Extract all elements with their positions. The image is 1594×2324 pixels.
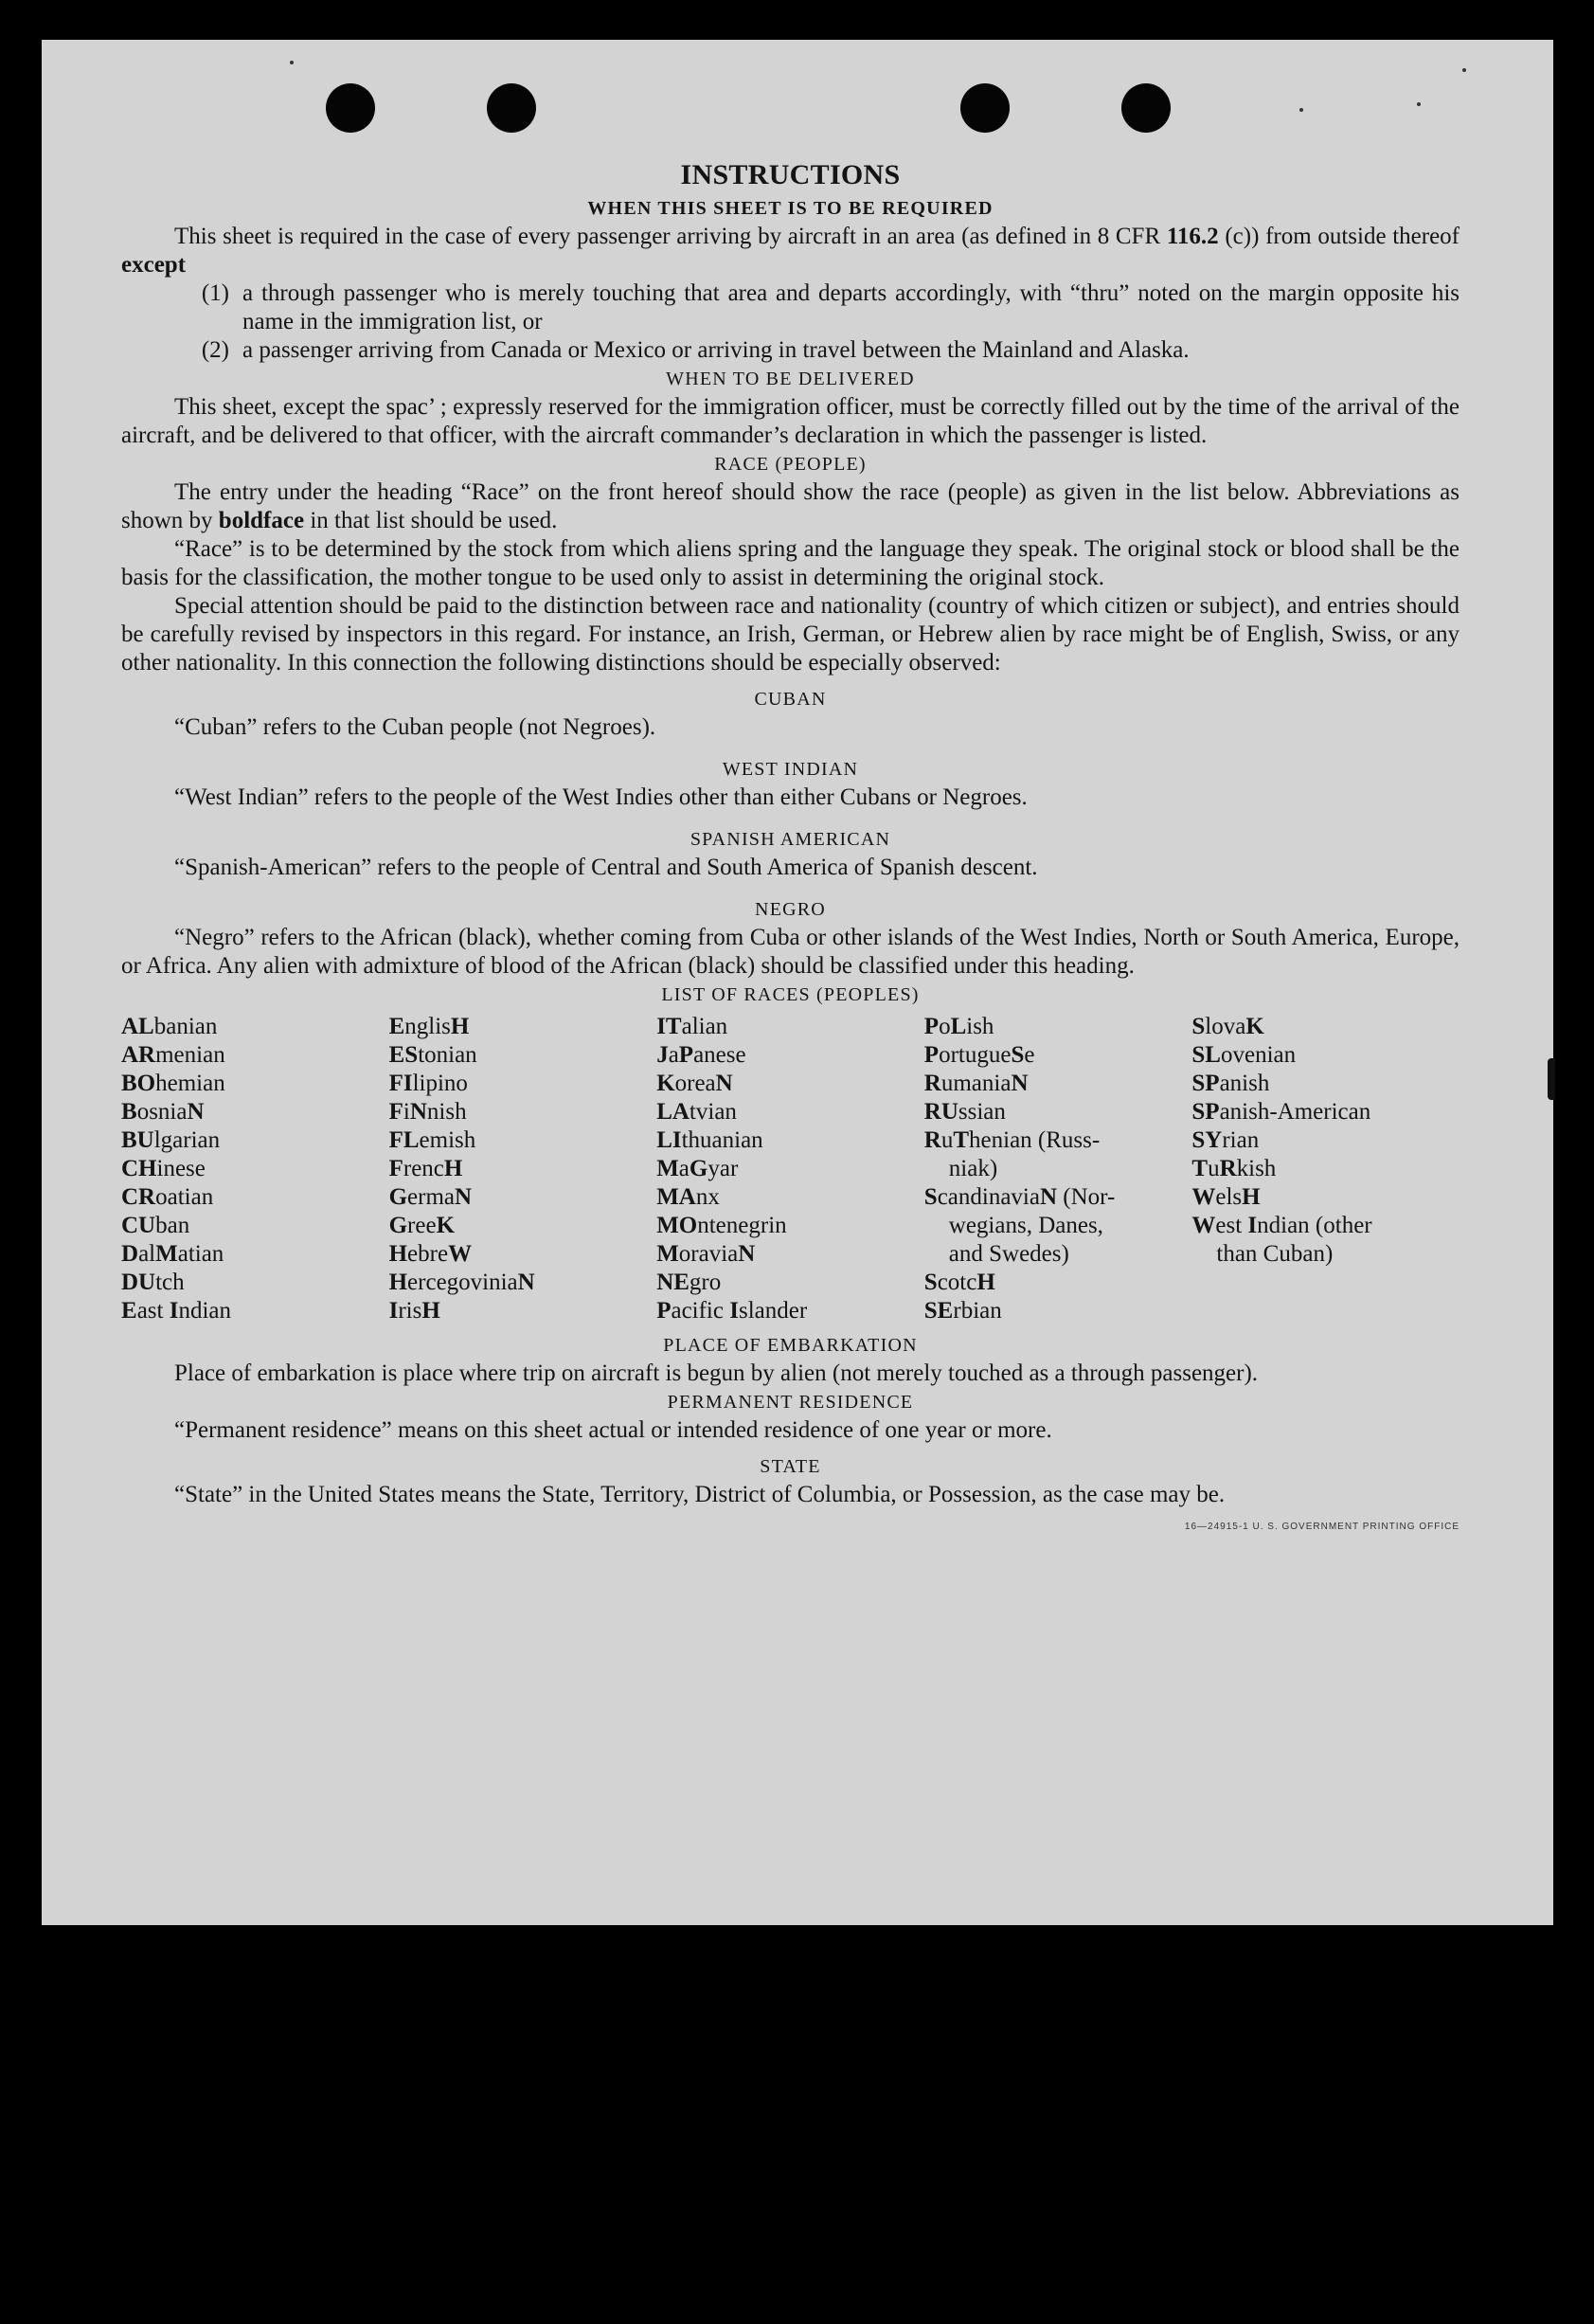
race-entry: Pacific Islander (656, 1298, 808, 1324)
race-entry: BOhemian (121, 1071, 225, 1096)
race-entry: GermaN (388, 1184, 473, 1210)
paragraph: This sheet is required in the case of every passenger arriving by aircraft in an area (as defined in 8 CFR 116.2 (c)) from outside thereof except (121, 224, 1460, 278)
race-entry: SlovaK (1191, 1014, 1264, 1039)
race-entry: LAtvian (656, 1099, 737, 1125)
paragraph: Place of embarkation is place where trip on aircraft is begun by alien (not merely touched as a through passenger). (174, 1360, 1259, 1386)
punch-hole (326, 83, 375, 133)
section-heading: CUBAN (754, 689, 827, 710)
race-entry: KoreaN (656, 1071, 733, 1096)
paragraph: “Permanent residence” means on this sheet actual or intended residence of one year or more. (174, 1417, 1052, 1443)
race-entry: ScandinaviaN (Nor- (923, 1184, 1116, 1210)
printing-imprint: 16—24915-1 U. S. GOVERNMENT PRINTING OFFICE (1184, 1522, 1460, 1532)
list-item: (1) a through passenger who is merely touching that area and departs accordingly, with “thru” noted on the margin opposite his name in the immigration list, or (201, 280, 1460, 334)
race-entry: ARmenian (121, 1042, 225, 1068)
race-entry: CRoatian (121, 1184, 214, 1210)
race-entry: West Indian (other (1191, 1213, 1372, 1238)
race-entry: RuThenian (Russ- (923, 1127, 1101, 1153)
race-entry: CHinese (121, 1156, 206, 1181)
race-entry: niak) (948, 1156, 998, 1181)
race-entry: EStonian (388, 1042, 477, 1068)
race-entry: TuRkish (1191, 1156, 1277, 1181)
race-entry: ALbanian (121, 1014, 218, 1039)
race-entry: MOntenegrin (656, 1213, 787, 1238)
race-entry: DUtch (121, 1270, 185, 1295)
race-entry: HebreW (388, 1241, 473, 1267)
paragraph: “State” in the United States means the State, Territory, District of Columbia, or Possession, as the case may be. (174, 1482, 1226, 1507)
race-entry: BUlgarian (121, 1127, 221, 1153)
section-heading: SPANISH AMERICAN (690, 829, 891, 850)
section-heading: PLACE OF EMBARKATION (663, 1335, 918, 1356)
paragraph: “Cuban” refers to the Cuban people (not Negroes). (174, 714, 656, 740)
race-entry: SLovenian (1191, 1042, 1297, 1068)
section-heading: LIST OF RACES (PEOPLES) (661, 984, 920, 1005)
race-entry: SYrian (1191, 1127, 1260, 1153)
race-entry: CUban (121, 1213, 190, 1238)
race-entry: JaPanese (656, 1042, 746, 1068)
race-entry: PoLish (923, 1014, 994, 1039)
speck (1462, 68, 1466, 72)
paragraph: The entry under the heading “Race” on the front hereof should show the race (people) as given in the list below. Abbreviations as shown by boldface in that list should be used. (121, 479, 1460, 533)
race-entry: MaGyar (656, 1156, 739, 1181)
speck (290, 61, 294, 64)
race-entry: IrisH (388, 1298, 440, 1324)
race-entry: PortugueSe (923, 1042, 1035, 1068)
race-entry: FrencH (388, 1156, 463, 1181)
race-entry: FiNnish (388, 1099, 467, 1125)
section-heading: RACE (PEOPLE) (714, 454, 867, 475)
race-entry: FIlipino (388, 1071, 468, 1096)
race-column (1191, 1013, 1460, 1325)
section-heading: WHEN TO BE DELIVERED (666, 369, 915, 389)
punch-hole (487, 83, 536, 133)
paragraph: “Race” is to be determined by the stock from which aliens spring and the language they speak. The original stock or blood shall be the basis for the classification, the mother tongue to be used only to assist in determining the original stock. (121, 536, 1460, 590)
paragraph: “Spanish-American” refers to the people of Central and South America of Spanish descent. (174, 855, 1038, 880)
race-entry: GreeK (388, 1213, 456, 1238)
punch-hole (1121, 83, 1171, 133)
section-heading: STATE (760, 1456, 821, 1477)
race-entry: SErbian (923, 1298, 1002, 1324)
punch-hole (960, 83, 1010, 133)
paragraph: Special attention should be paid to the distinction between race and nationality (country of which citizen or subject), and entries should be carefully revised by inspectors in this regard. For instance, an Irish, German, or Hebrew alien by race might be of English, Swiss, or any other nationality. In this connection the following distinctions should be especially observed: (121, 593, 1460, 676)
races-list (121, 1013, 1460, 1325)
race-entry: DalMatian (121, 1241, 224, 1267)
race-entry: ITalian (656, 1014, 728, 1039)
race-entry: and Swedes) (948, 1241, 1069, 1267)
race-entry: SPanish (1191, 1071, 1270, 1096)
list-item: (2) a passenger arriving from Canada or Mexico or arriving in travel between the Mainland and Alaska. (201, 337, 1190, 363)
race-entry: East Indian (121, 1298, 231, 1324)
race-column (656, 1013, 924, 1325)
race-column (924, 1013, 1192, 1325)
race-entry: EnglisH (388, 1014, 470, 1039)
paragraph: “Negro” refers to the African (black), whether coming from Cuba or other islands of the West Indies, North or South America, Europe, or Africa. Any alien with admixture of blood of the African (black) should be classified under this heading. (121, 925, 1460, 979)
speck (1417, 102, 1421, 106)
race-entry: ScotcH (923, 1270, 995, 1295)
section-heading: NEGRO (755, 899, 826, 920)
section-heading: PERMANENT RESIDENCE (667, 1392, 914, 1413)
race-entry: BosniaN (121, 1099, 205, 1125)
race-column (389, 1013, 657, 1325)
race-column (121, 1013, 389, 1325)
race-entry: LIthuanian (656, 1127, 763, 1153)
race-entry: NEgro (656, 1270, 722, 1295)
paragraph: This sheet, except the spac’ ; expressly reserved for the immigration officer, must be correctly filled out by the time of the arrival of the aircraft, and be delivered to that officer, with the aircraft commander’s declaration in which the passenger is listed. (121, 394, 1460, 448)
document-sheet (42, 40, 1553, 1925)
section-heading: WHEN THIS SHEET IS TO BE REQUIRED (587, 198, 994, 219)
edge-mark (1548, 1058, 1555, 1100)
race-entry: SPanish-American (1191, 1099, 1371, 1125)
race-entry: wegians, Danes, (948, 1213, 1103, 1238)
race-entry: MoraviaN (656, 1241, 756, 1267)
race-entry: MAnx (656, 1184, 720, 1210)
race-entry: FLemish (388, 1127, 476, 1153)
paragraph: “West Indian” refers to the people of the West Indies other than either Cubans or Negroes. (174, 784, 1028, 810)
race-entry: RumaniaN (923, 1071, 1029, 1096)
race-entry: WelsH (1191, 1184, 1261, 1210)
race-entry: RUssian (923, 1099, 1006, 1125)
race-entry: HercegoviniaN (388, 1270, 535, 1295)
section-heading: WEST INDIAN (722, 759, 859, 780)
page-title: INSTRUCTIONS (680, 159, 901, 190)
instructions-body (121, 158, 1460, 1532)
race-entry: than Cuban) (1216, 1241, 1334, 1267)
speck (1299, 108, 1303, 112)
